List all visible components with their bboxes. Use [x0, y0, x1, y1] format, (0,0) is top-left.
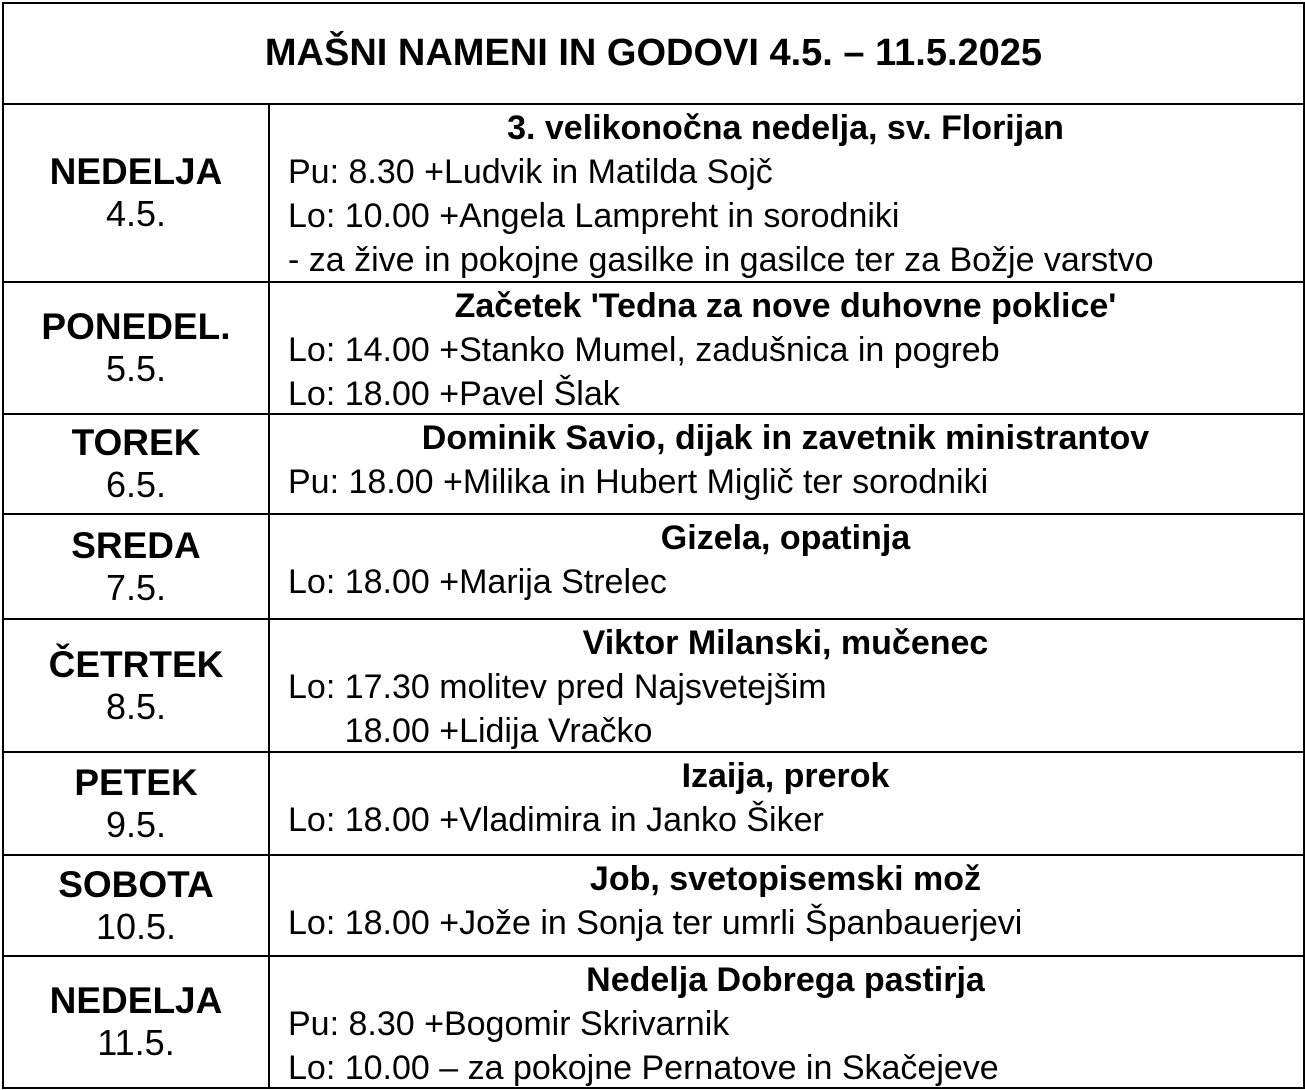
- mass-intention: Lo: 18.00 +Vladimira in Janko Šiker: [288, 801, 824, 839]
- day-cell: [4, 283, 270, 413]
- day-date: 6.5.: [105, 464, 167, 505]
- feast-title: Job, svetopisemski mož: [589, 860, 982, 898]
- day-name: SOBOTA: [58, 863, 214, 905]
- feast-title: 3. velikonočna nedelja, sv. Florijan: [507, 109, 1064, 147]
- mass-intention: Lo: 18.00 +Pavel Šlak: [288, 375, 620, 413]
- mass-intention: Lo: 18.00 +Marija Strelec: [288, 563, 667, 601]
- intentions-cell: [270, 856, 1303, 955]
- table-row: [4, 620, 1303, 753]
- page-title: MAŠNI NAMENI IN GODOVI 4.5. – 11.5.2025: [4, 4, 1303, 105]
- day-date: 8.5.: [105, 685, 167, 727]
- day-date: 5.5.: [105, 348, 167, 389]
- table-row: [4, 415, 1303, 515]
- intentions-cell: [270, 105, 1303, 281]
- day-cell: [4, 415, 270, 513]
- day-cell: [4, 105, 270, 281]
- feast-title: Viktor Milanski, mučenec: [582, 624, 989, 662]
- day-date: 7.5.: [105, 566, 167, 608]
- day-name: NEDELJA: [49, 151, 223, 192]
- table-row: [4, 283, 1303, 415]
- mass-intention: Pu: 18.00 +Milika in Hubert Miglič ter sorodniki: [288, 463, 989, 501]
- feast-title: Začetek 'Tedna za nove duhovne poklice': [454, 287, 1117, 325]
- table-row: [4, 753, 1303, 856]
- table-row: [4, 515, 1303, 620]
- day-date: 9.5.: [105, 803, 167, 845]
- feast-title: Gizela, opatinja: [660, 519, 911, 557]
- day-name: SREDA: [71, 524, 201, 566]
- day-cell: [4, 620, 270, 751]
- mass-intention: Lo: 14.00 +Stanko Mumel, zadušnica in pogreb: [288, 331, 1000, 369]
- day-name: ČETRTEK: [48, 643, 224, 685]
- mass-intention: 18.00 +Lidija Vračko: [288, 712, 653, 750]
- feast-title: Nedelja Dobrega pastirja: [586, 961, 985, 999]
- mass-intention: Pu: 8.30 +Bogomir Skrivarnik: [288, 1005, 730, 1043]
- day-name: NEDELJA: [49, 980, 223, 1021]
- day-cell: [4, 856, 270, 955]
- table-row: [4, 105, 1303, 283]
- day-name: PONEDEL.: [41, 306, 231, 347]
- intentions-cell: [270, 957, 1303, 1087]
- day-cell: [4, 753, 270, 854]
- day-cell: [4, 957, 270, 1087]
- day-cell: [4, 515, 270, 618]
- day-date: 11.5.: [97, 1022, 175, 1063]
- table-row: [4, 856, 1303, 957]
- mass-intention: Lo: 17.30 molitev pred Najsvetejšim: [288, 668, 827, 706]
- day-date: 4.5.: [105, 193, 167, 234]
- mass-intention: Lo: 10.00 – za pokojne Pernatove in Skačejeve: [288, 1049, 999, 1087]
- day-name: TOREK: [71, 422, 201, 463]
- table-row: [4, 957, 1303, 1087]
- intentions-cell: [270, 283, 1303, 413]
- intentions-cell: [270, 515, 1303, 618]
- mass-intention: Lo: 18.00 +Jože in Sonja ter umrli Španbauerjevi: [288, 904, 1023, 942]
- day-date: 10.5.: [95, 905, 177, 947]
- intentions-cell: [270, 415, 1303, 513]
- mass-intention: Pu: 8.30 +Ludvik in Matilda Sojč: [288, 153, 773, 191]
- mass-intention: - za žive in pokojne gasilke in gasilce ter za Božje varstvo: [288, 241, 1154, 279]
- feast-title: Dominik Savio, dijak in zavetnik ministrantov: [421, 419, 1150, 457]
- schedule-table: [2, 2, 1305, 1089]
- day-name: PETEK: [74, 761, 198, 803]
- intentions-cell: [270, 753, 1303, 854]
- feast-title: Izaija, prerok: [681, 757, 890, 795]
- mass-intention: Lo: 10.00 +Angela Lampreht in sorodniki: [288, 197, 900, 235]
- intentions-cell: [270, 620, 1303, 751]
